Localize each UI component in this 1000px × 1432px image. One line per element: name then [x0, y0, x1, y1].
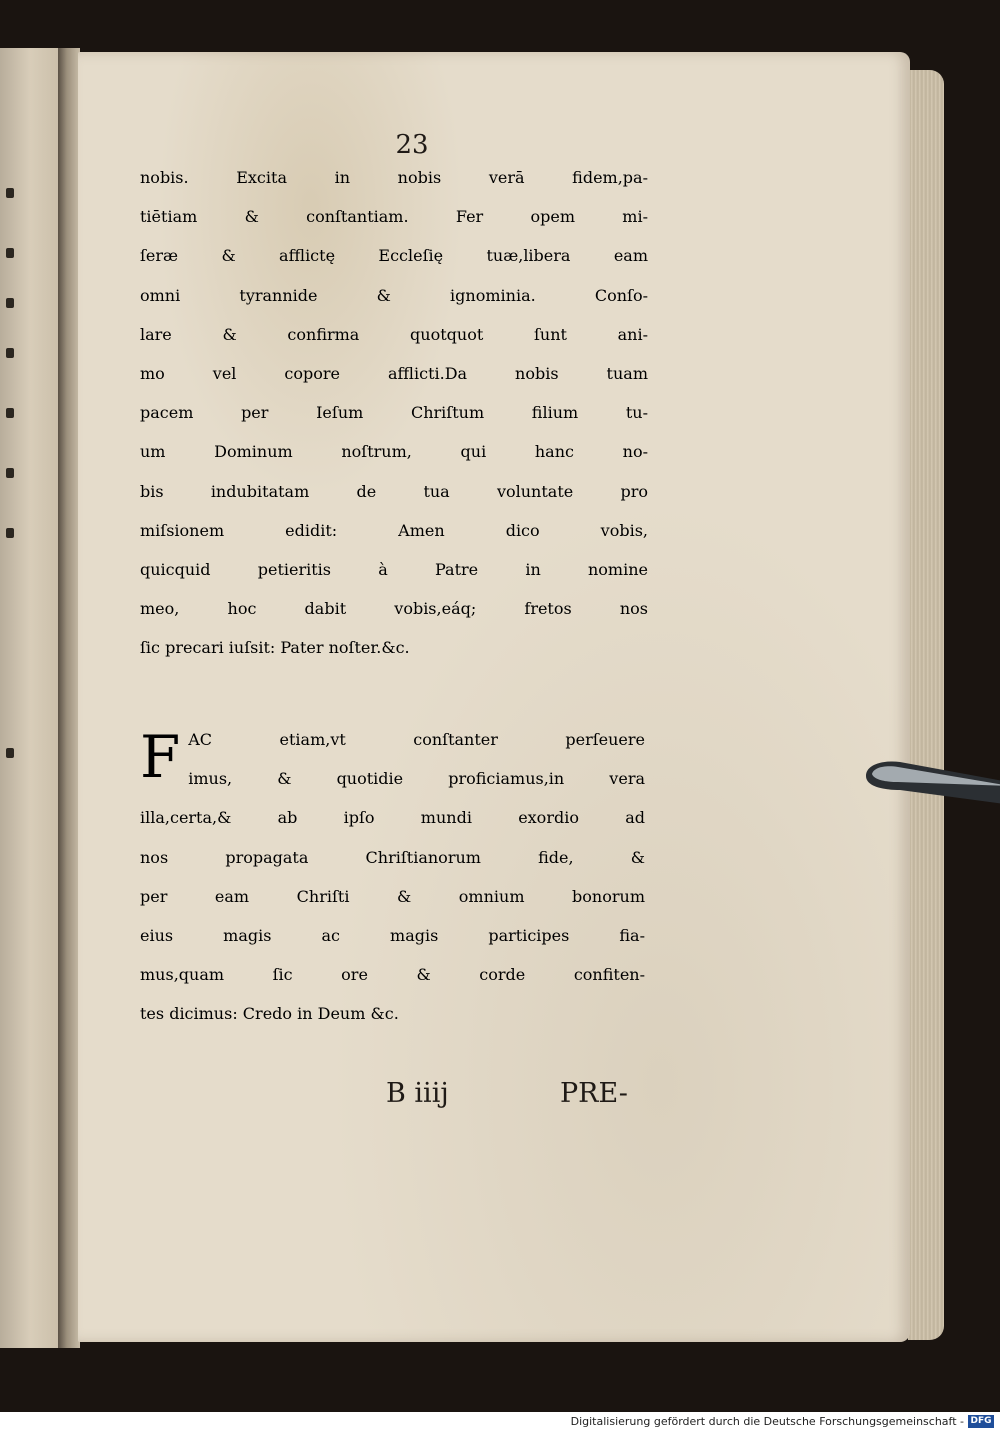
text-line: lare & confirma quotquot ſunt ani-	[140, 324, 648, 344]
text-line: miſsionem edidit: Amen dico vobis,	[140, 520, 648, 540]
funding-credit: Digitalisierung gefördert durch die Deutsche Forschungsgemeinschaft -	[570, 1415, 964, 1428]
paragraph-1	[140, 168, 648, 677]
text-line: pacem per Ieſum Chriſtum filium tu-	[140, 403, 648, 423]
dfg-logo: DFG	[968, 1415, 994, 1428]
text-line: mo vel copore afflicti.Da nobis tuam	[140, 363, 648, 383]
text-line: illa,certa,& ab ipſo mundi exordio ad	[140, 808, 645, 828]
text-line: AC etiam,vt conſtanter perſeuere	[188, 730, 645, 749]
text-line: bis indubitatam de tua voluntate pro	[140, 481, 648, 501]
page-block-edge	[908, 70, 944, 1340]
pointer-tool-icon	[860, 750, 1000, 806]
footer-bar	[0, 1412, 1000, 1432]
text-line: ſeræ & afflictę Eccleſię tuæ,libera eam	[140, 246, 648, 266]
text-line: ſic precari iuſsit: Pater noſter.&c.	[140, 638, 410, 658]
text-line: nobis. Excita in nobis verā fidem,pa-	[140, 168, 648, 187]
text-line: nos propagata Chriſtianorum fide, &	[140, 847, 645, 867]
text-line: tiētiam & conſtantiam. Fer opem mi-	[140, 207, 648, 227]
text-line: quicquid petieritis à Patre in nomine	[140, 559, 648, 579]
book-gutter	[58, 48, 80, 1348]
text-line: imus, & quotidie proficiamus,in vera	[188, 769, 645, 789]
text-line: um Dominum noſtrum, qui hanc no-	[140, 442, 648, 462]
catchword: PRE-	[560, 1078, 628, 1109]
paragraph-2	[140, 723, 645, 1044]
text-line: eius magis ac magis participes fia-	[140, 925, 645, 945]
text-line: per eam Chriſti & omnium bonorum	[140, 886, 645, 906]
text-line: tes dicimus: Credo in Deum &c.	[140, 1004, 399, 1024]
drop-cap: F	[140, 723, 181, 791]
page-footer-line	[140, 1078, 640, 1118]
page-number: 23	[395, 130, 429, 160]
text-line: omni tyrannide & ignominia. Conſo-	[140, 285, 648, 305]
text-line: meo, hoc dabit vobis,eáq; fretos nos	[140, 599, 648, 619]
text-line: mus,quam ſic ore & corde confiten-	[140, 965, 645, 985]
signature-mark: B iiij	[386, 1078, 449, 1109]
left-page-edge	[0, 48, 62, 1348]
